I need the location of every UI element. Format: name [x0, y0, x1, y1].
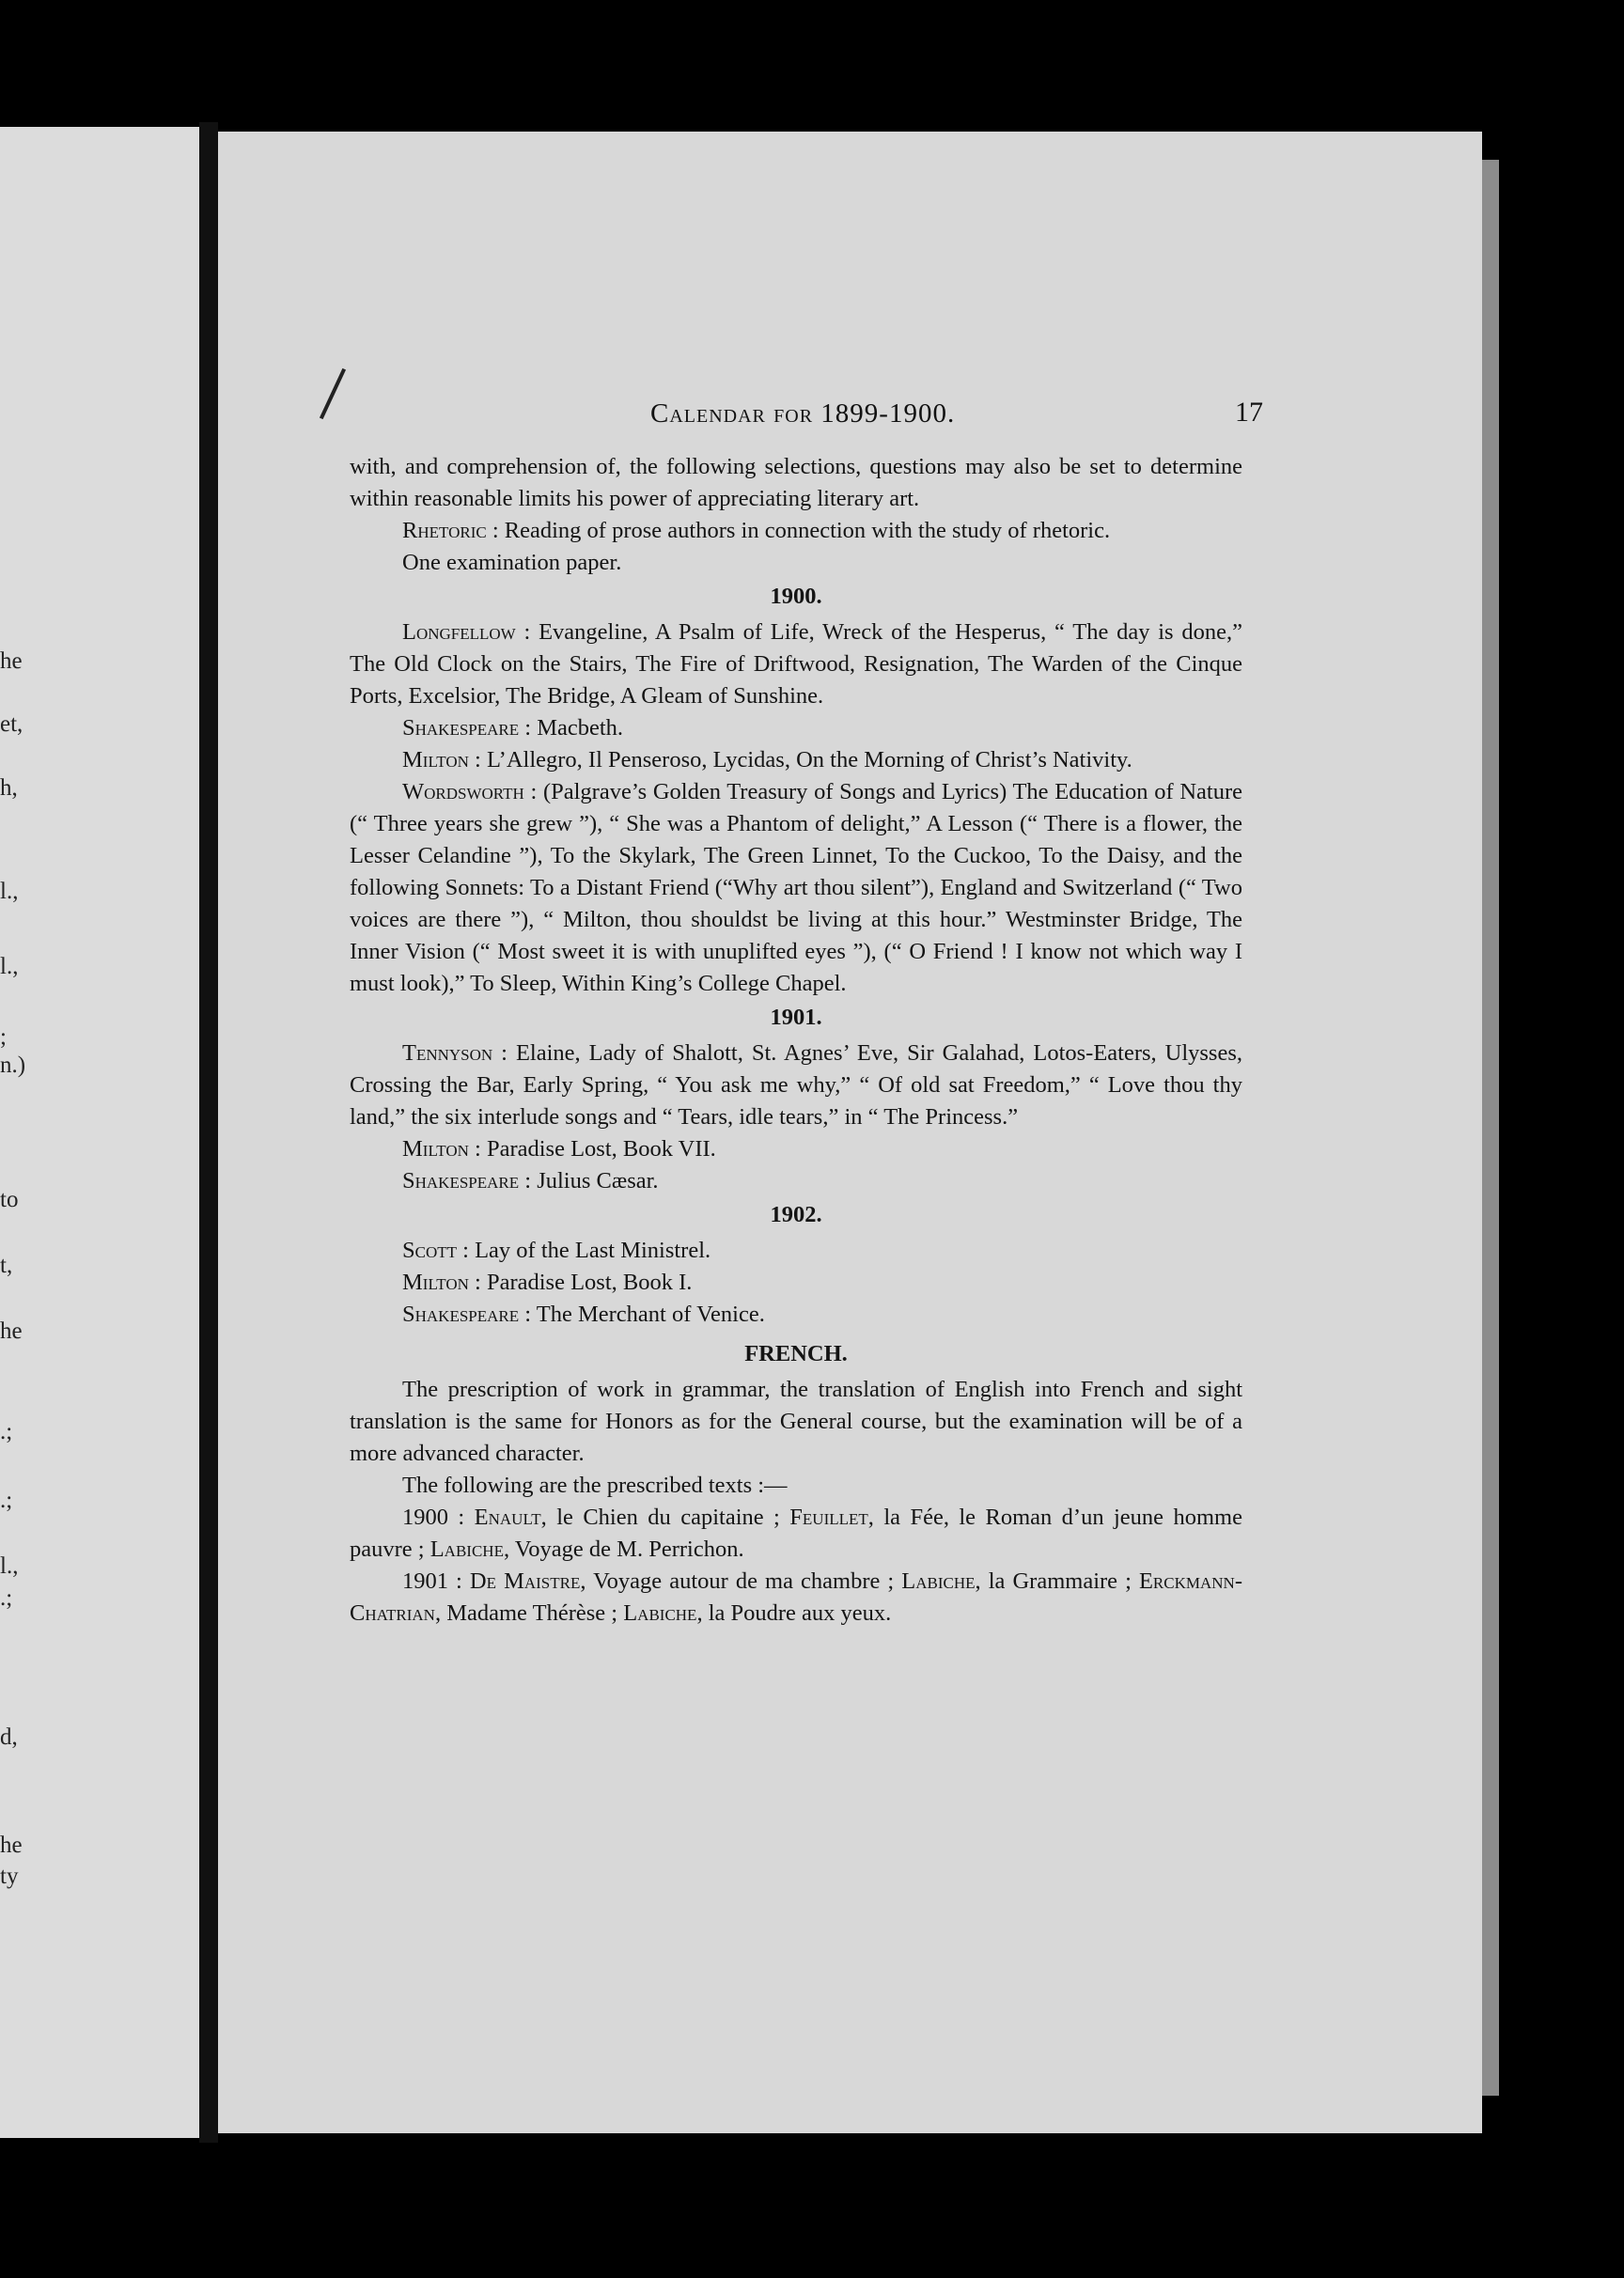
work-title: la Poudre aux yeux.: [702, 1600, 892, 1626]
shakespeare-entry: [350, 712, 1242, 744]
entry-text: Reading of prose authors in connection with the study of rhetoric.: [498, 518, 1111, 543]
texts-1900: [350, 1502, 1242, 1566]
entry-text: L’Allegro, Il Penseroso, Lycidas, On the Morning of Christ’s Nativity.: [480, 747, 1132, 772]
author-name: De Maistre,: [461, 1568, 586, 1594]
left-page-fragment: l.,: [0, 879, 19, 904]
author-name: Labiche,: [424, 1537, 510, 1562]
shakespeare-entry: [350, 1165, 1242, 1197]
prescribed-texts-intro: The following are the prescribed texts :—: [402, 1473, 788, 1498]
entry-label: Shakespeare :: [402, 1168, 532, 1194]
work-title: la Grammaire ;: [980, 1568, 1132, 1594]
author-name: Feuillet,: [779, 1505, 874, 1530]
entry-label: Milton :: [402, 747, 481, 772]
author-name: Labiche,: [617, 1600, 703, 1626]
entry-text: Julius Cæsar.: [531, 1168, 659, 1194]
texts-1901: [350, 1566, 1242, 1630]
left-page-fragment: .;: [0, 1419, 13, 1444]
french-paragraph: The prescription of work in grammar, the translation of English into French and sight translation is the same for Honors as for the General course, but the examination will be of a more advanced character.: [350, 1377, 1242, 1466]
milton-entry: [350, 1267, 1242, 1299]
year-heading-1900: 1900.: [770, 584, 822, 609]
left-page-fragment: .;: [0, 1488, 13, 1513]
entry-text: (Palgrave’s Golden Treasury of Songs and Lyrics) The Education of Nature (“ Three years she grew ”), “ She was a Phantom of delight,” A Lesson (“ There is a flower, the Lesser Celandine ”), To the Skylark, The Green Linnet, To the Cuckoo, To the Daisy, and the following Sonnets: To a Distant Friend (“Why art thou silent”), England and Switzerland (“ Two voices are there ”), “ Milton, thou shouldst be living at this hour.” Westminster Bridge, The Inner Vision (“ Most sweet it is with unuplifted eyes ”), (“ O Friend ! I know not which way I must look),” To Sleep, Within King’s College Chapel.: [350, 779, 1242, 996]
entry-label: Longfellow :: [402, 619, 531, 645]
left-page-fragment: to: [0, 1187, 19, 1212]
rhetoric-entry: [350, 515, 1242, 547]
page-body: [350, 451, 1242, 1630]
wordsworth-entry: [350, 776, 1242, 1000]
year-heading-1902: 1902.: [770, 1202, 822, 1227]
book-page: [218, 132, 1482, 2133]
left-page-fragment: he: [0, 648, 23, 674]
entry-label: Scott :: [402, 1238, 469, 1263]
page-header: [218, 398, 1482, 436]
entry-label: Tennyson :: [402, 1040, 508, 1066]
entry-text: Evangeline, A Psalm of Life, Wreck of the Hesperus, “ The day is done,” The Old Clock on the Stairs, The Fire of Driftwood, Resignation, The Warden of the Cinque Ports, Excelsior, The Bridge, A Gleam of Sunshine.: [350, 619, 1242, 709]
entry-text: Elaine, Lady of Shalott, St. Agnes’ Eve, Sir Galahad, Lotos-Eaters, Ulysses, Crossing the Bar, Early Spring, “ You ask me why,” “ Of old sat Freedom,” “ Love thou thy land,” the six interlude songs and “ Tears, idle tears,” in “ The Princess.”: [350, 1040, 1242, 1130]
entry-label: Rhetoric :: [402, 518, 499, 543]
page-number: 17: [1235, 397, 1263, 428]
left-page-fragment: he: [0, 1833, 23, 1858]
shakespeare-entry: [350, 1299, 1242, 1331]
entry-text: Paradise Lost, Book I.: [480, 1270, 693, 1295]
running-title: Calendar for 1899-1900.: [650, 398, 956, 429]
left-page-fragment: l.,: [0, 1553, 19, 1579]
entry-text: Macbeth.: [531, 715, 624, 741]
left-page-fragment: n.): [0, 1053, 26, 1078]
work-title: Voyage de M. Perrichon.: [509, 1537, 744, 1562]
tennyson-entry: [350, 1038, 1242, 1133]
author-name: Labiche,: [894, 1568, 981, 1594]
left-page-fragment: he: [0, 1318, 23, 1344]
longfellow-entry: [350, 616, 1242, 712]
left-page-edge: [0, 127, 199, 2138]
left-page-fragment: .;: [0, 1585, 13, 1611]
left-page-fragment: l.,: [0, 954, 19, 979]
author-name: Erckmann-Chatrian,: [350, 1568, 1242, 1626]
page-edge: [1482, 160, 1499, 2096]
left-page-fragment: h,: [0, 775, 18, 801]
entry-label: Shakespeare :: [402, 1302, 532, 1327]
year-heading-1901: 1901.: [770, 1005, 822, 1030]
entry-label: Milton :: [402, 1136, 481, 1162]
left-page-fragment: t,: [0, 1253, 13, 1278]
work-title: Madame Thérèse ;: [441, 1600, 618, 1626]
intro-paragraph: with, and comprehension of, the following selections, questions may also be set to determine within reasonable limits his power of appreciating literary art.: [350, 454, 1242, 511]
left-page-fragment: ty: [0, 1864, 19, 1889]
work-title: Voyage autour de ma chambre ;: [586, 1568, 895, 1594]
entry-label: Wordsworth :: [402, 779, 538, 804]
left-page-fragment: d,: [0, 1724, 18, 1750]
milton-entry: [350, 744, 1242, 776]
entry-text: Lay of the Last Ministrel.: [468, 1238, 711, 1263]
entry-label: Shakespeare :: [402, 715, 532, 741]
work-title: la Fée, le Roman d’un jeune homme pauvre ;: [350, 1505, 1242, 1562]
entry-text: The Merchant of Venice.: [531, 1302, 765, 1327]
author-name: Enault,: [464, 1505, 547, 1530]
left-page-fragment: et,: [0, 711, 23, 737]
exam-note: One examination paper.: [402, 550, 622, 575]
scott-entry: [350, 1235, 1242, 1267]
left-page-fragment: ;: [0, 1024, 7, 1050]
book-gutter: [199, 122, 218, 2143]
french-heading: FRENCH.: [744, 1341, 848, 1366]
year-label: 1900 :: [402, 1505, 465, 1530]
entry-label: Milton :: [402, 1270, 481, 1295]
work-title: le Chien du capitaine ;: [546, 1505, 780, 1530]
milton-entry: [350, 1133, 1242, 1165]
entry-text: Paradise Lost, Book VII.: [480, 1136, 716, 1162]
year-label: 1901 :: [402, 1568, 462, 1594]
